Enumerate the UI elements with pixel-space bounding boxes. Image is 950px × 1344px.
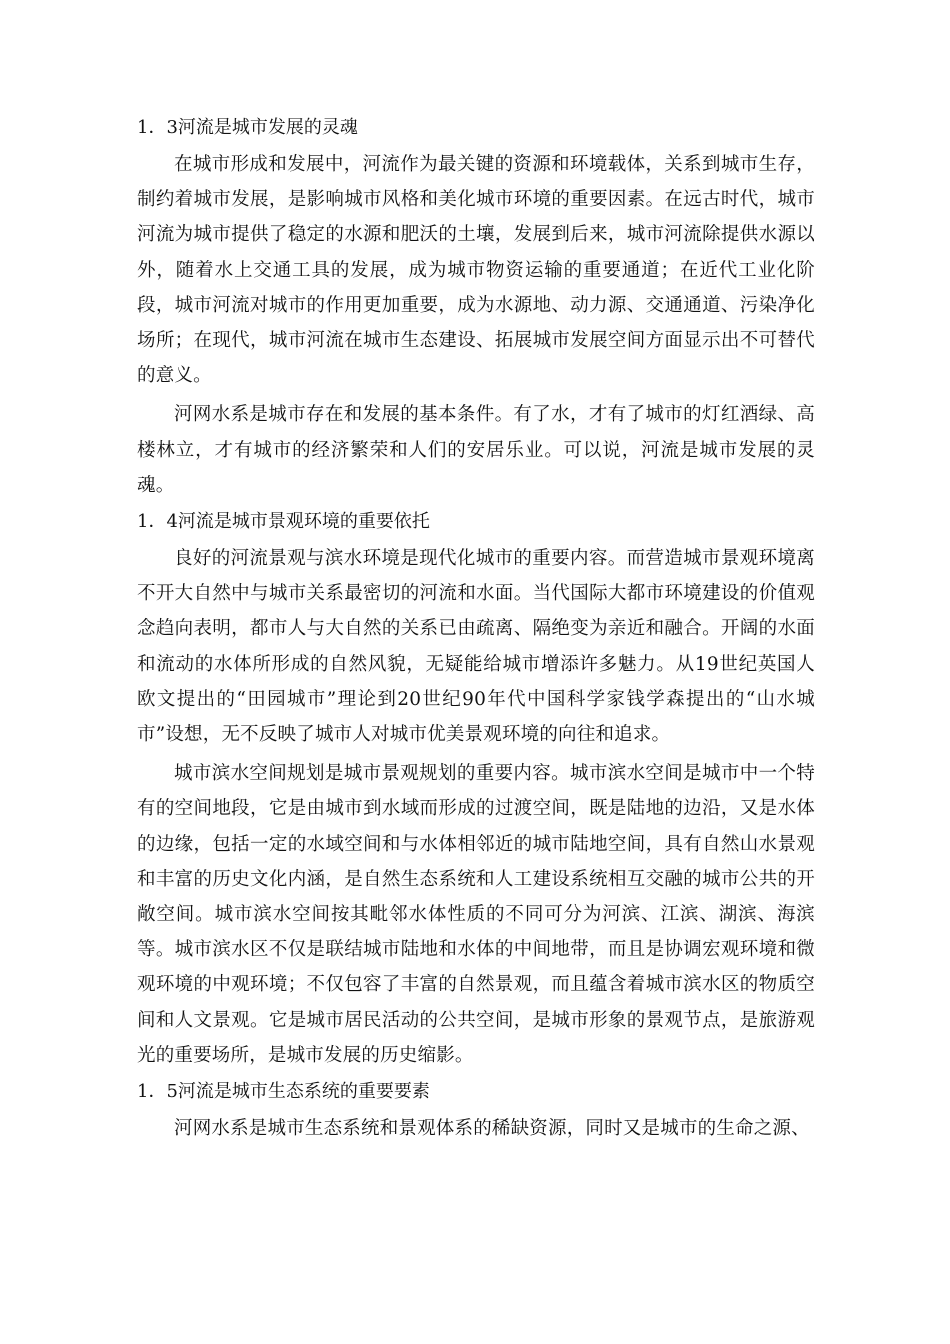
section-1-3 xyxy=(137,113,815,503)
section-1-4 xyxy=(137,507,815,1073)
paragraph: 城市滨水空间规划是城市景观规划的重要内容。城市滨水空间是城市中一个特有的空间地段，它是由城市到水域而形成的过渡空间，既是陆地的边沿，又是水体的边缘，包括一定的水域空间和与水体相邻近的城市陆地空间，具有自然山水景观和丰富的历史文化内涵，是自然生态系统和人工建设系统相互交融的城市公共的开敞空间。城市滨水空间按其毗邻水体性质的不同可分为河滨、江滨、湖滨、海滨等。城市滨水区不仅是联结城市陆地和水体的中间地带，而且是协调宏观环境和微观环境的中观环境；不仅包容了丰富的自然景观，而且蕴含着城市滨水区的物质空间和人文景观。它是城市居民活动的公共空间，是城市形象的景观节点，是旅游观光的重要场所，是城市发展的历史缩影。 xyxy=(137,763,815,1066)
paragraph: 河网水系是城市存在和发展的基本条件。有了水，才有了城市的灯红酒绿、高楼林立，才有城市的经济繁荣和人们的安居乐业。可以说，河流是城市发展的灵魂。 xyxy=(137,404,815,496)
paragraph: 河网水系是城市生态系统和景观体系的稀缺资源，同时又是城市的生命之源、 xyxy=(174,1118,810,1140)
section-heading: 1．3河流是城市发展的灵魂 xyxy=(137,117,358,138)
paragraph: 良好的河流景观与滨水环境是现代化城市的重要内容。而营造城市景观环境离不开大自然中与城市关系最密切的河流和水面。当代国际大都市环境建设的价值观念趋向表明，都市人与大自然的关系已由疏离、隔绝变为亲近和融合。开阔的水面和流动的水体所形成的自然风貌，无疑能给城市增添许多魅力。从19世纪英国人欧文提出的“田园城市”理论到20世纪90年代中国科学家钱学森提出的“山水城市”设想，无不反映了城市人对城市优美景观环境的向往和追求。 xyxy=(137,548,815,746)
section-heading: 1．4河流是城市景观环境的重要依托 xyxy=(137,511,430,533)
section-heading: 1．5河流是城市生态系统的重要要素 xyxy=(137,1081,430,1103)
paragraph: 在城市形成和发展中，河流作为最关键的资源和环境载体，关系到城市生存，制约着城市发展，是影响城市风格和美化城市环境的重要因素。在远古时代，城市河流为城市提供了稳定的水源和肥沃的土壤，发展到后来，城市河流除提供水源以外，随着水上交通工具的发展，成为城市物资运输的重要通道；在近代工业化阶段，城市河流对城市的作用更加重要，成为水源地、动力源、交通通道、污染净化场所；在现代，城市河流在城市生态建设、拓展城市发展空间方面显示出不可替代的意义。 xyxy=(137,154,815,387)
section-1-5 xyxy=(137,1077,815,1146)
